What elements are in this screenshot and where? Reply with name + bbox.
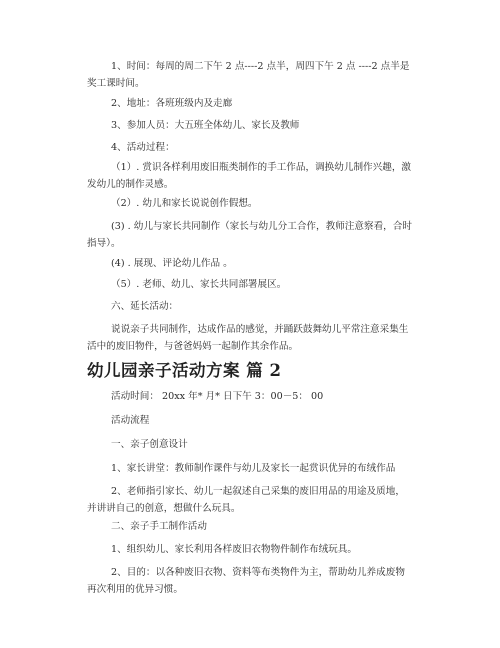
- paragraph-step-2: （2）. 幼儿和家长说说创作假想。: [111, 198, 258, 209]
- paragraph-participants: 3、参加人员：大五班全体幼儿、家长及教师: [111, 120, 300, 131]
- paragraph-flow-title: 活动流程: [111, 415, 150, 426]
- paragraph-activity-time: 活动时间： 20xx 年* 月* 日下午 3：00－5： 00: [111, 391, 324, 402]
- paragraph-location: 2、地址：各班班级内及走廊: [111, 98, 233, 109]
- paragraph-step-4: (4) . 展现、评论幼儿作品 。: [111, 258, 233, 269]
- section-heading: 幼儿园亲子活动方案 篇 2: [87, 361, 282, 380]
- paragraph-part-1-title: 一、亲子创意设计: [111, 439, 188, 450]
- paragraph-part-1-item-1: 1、家长讲堂：教师制作课件与幼儿及家长一起赏识优异的布绒作品: [111, 463, 396, 474]
- paragraph-step-1: （1）. 赏识各样利用废旧瓶类制作的手工作品，调换幼儿制作兴趣，激发幼儿的制作灵感。: [87, 162, 412, 190]
- paragraph-time: 1、时间：每周的周二下午 2 点----2 点半，周四下午 2 点 ----2 点半是奖工课时间。: [87, 61, 410, 89]
- paragraph-extension-body: 说说亲子共同制作，达成作品的感觉，并踊跃鼓舞幼儿平常注意采集生活中的废旧物件，与爸爸妈妈一起制作其余作品。: [87, 324, 409, 352]
- paragraph-extension-title: 六、延长活动：: [111, 301, 179, 312]
- paragraph-part-2-item-1: 1、组织幼儿、家长利用各样废旧衣物物件制作布绒玩具。: [111, 544, 357, 555]
- paragraph-part-2-title: 二、亲子手工制作活动: [111, 521, 207, 532]
- paragraph-step-5: （5）. 老师、幼儿、家长共同部署展区。: [111, 279, 287, 290]
- paragraph-part-2-item-2: 2、目的：以各种废旧衣物、资料等布类物件为主，帮助幼儿养成废物再次利用的优异习惯。: [87, 567, 405, 595]
- paragraph-part-1-item-2: 2、老师指引家长、幼儿一起叙述自己采集的废旧用品的用途及质地，并讲讲自己的创意，想做什么玩具。: [87, 486, 405, 514]
- paragraph-process-title: 4、活动过程：: [111, 142, 175, 153]
- paragraph-step-3: (3) . 幼儿与家长共同制作（家长与幼儿分工合作，教师注意察看，合时指导）。: [87, 221, 412, 249]
